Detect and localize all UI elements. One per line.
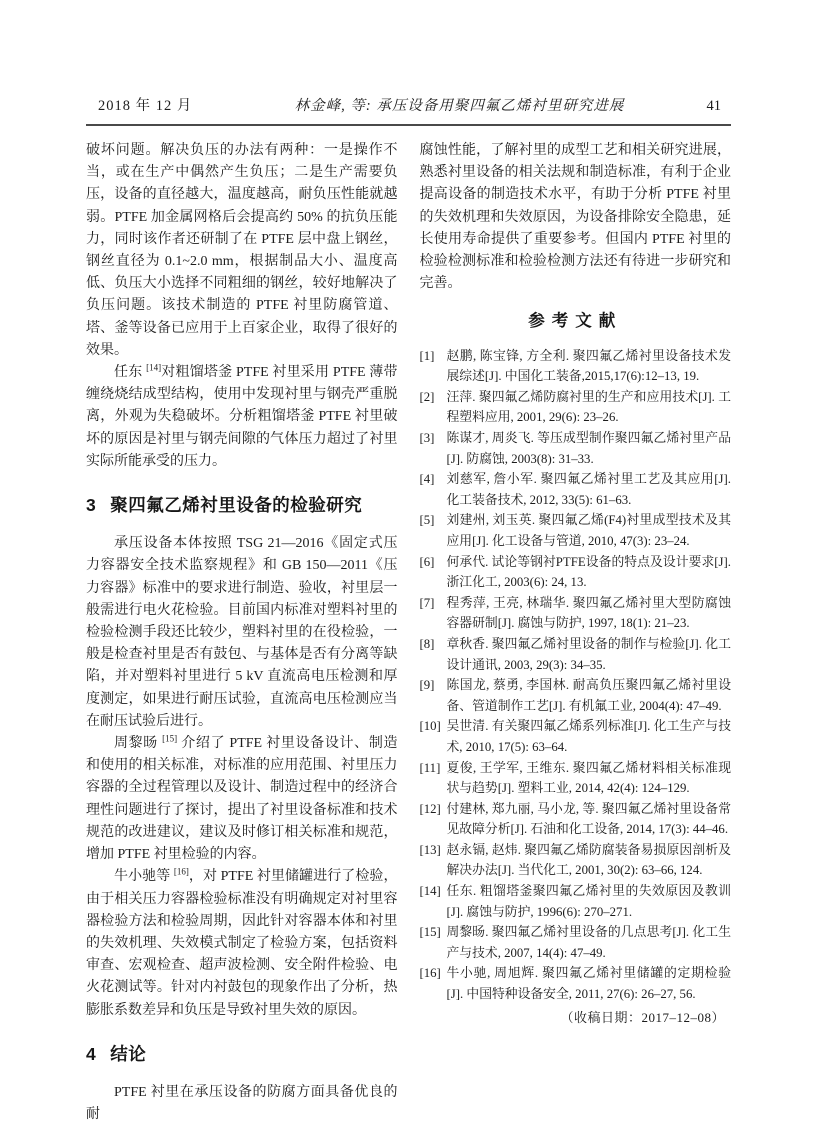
references-list <box>420 346 732 1005</box>
reference-item <box>420 799 732 840</box>
reference-item <box>420 387 732 428</box>
reference-label: [6] <box>419 554 435 569</box>
reference-item <box>420 922 732 963</box>
reference-item <box>420 881 732 922</box>
header-page-number: 41 <box>706 98 721 114</box>
reference-item <box>420 428 732 469</box>
paragraph-inspection-standards: 承压设备本体按照 TSG 21—2016《固定式压力容器安全技术监察规程》和 GB 150—2011《压力容器》标准中的要求进行制造、验收，衬里层一般需进行电火花检验。目前国内标准对塑料衬里的检验检测手段还比较少，塑料衬里的在役检验，一般是检查衬里是否有鼓包、与基体是否有分离等缺陷，并对塑料衬里进行 5 kV 直流高电压检测和厚度测定，如果进行耐压试验，直流高电压检测应当在耐压试验后进行。 <box>86 536 398 729</box>
reference-label: [10] <box>419 719 441 734</box>
reference-item <box>420 758 732 799</box>
reference-text: 刘慈军, 詹小军. 聚四氟乙烯衬里工艺及其应用[J]. 化工装备技术, 2012, 33(5): 61–63. <box>446 472 731 507</box>
reference-label: [4] <box>419 472 435 487</box>
header-running-title: 林金峰, 等: 承压设备用聚四氟乙烯衬里研究进展 <box>294 98 625 114</box>
citation-14: [14] <box>146 362 162 373</box>
reference-text: 汪萍. 聚四氟乙烯防腐衬里的生产和应用技术[J]. 工程塑料应用, 2001, 29(6): 23–26. <box>446 389 731 425</box>
reference-text: 付建林, 郑九丽, 马小龙, 等. 聚四氟乙烯衬里设备常见故障分析[J]. 石油和化工设备, 2014, 17(3): 44–46. <box>446 801 731 837</box>
reference-item <box>420 716 732 757</box>
paragraph-rendong: 任东 [14]对粗馏塔釜 PTFE 衬里采用 PTFE 薄带缠绕烧结成型结构，使用中发现衬里与钢壳严重脱离，外观为失稳破坏。分析粗馏塔釜 PTFE 衬里破坏的原因是衬里与钢壳间隙的气体压力超过了衬里实际所能承受的压力。 <box>86 362 398 469</box>
reference-text: 章秋香. 聚四氟乙烯衬里设备的制作与检验[J]. 化工设计通讯, 2003, 29(3): 34–35. <box>446 636 731 672</box>
page-header <box>86 94 731 115</box>
reference-text: 周黎旸. 聚四氟乙烯衬里设备的几点思考[J]. 化工生产与技术, 2007, 14(4): 47–49. <box>446 925 731 960</box>
reference-text: 程秀萍, 王亮, 林瑞华. 聚四氟乙烯衬里大型防腐蚀容器研制[J]. 腐蚀与防护, 1997, 18(1): 21–23. <box>446 595 731 631</box>
paragraph-conclusion-continued: 腐蚀性能，了解衬里的成型工艺和相关研究进展，熟悉衬里设备的相关法规和制造标准，有利于企业提高设备的制造技术水平，有助于分析 PTFE 衬里的失效机理和失效原因，为设备排除安全隐患，延长使用寿命提供了重要参考。但国内 PTFE 衬里的检验检测标准和检验检测方法还有待进一步研究和完善。 <box>419 143 731 292</box>
received-date: （收稿日期：2017–12–08） <box>560 1009 725 1025</box>
right-column <box>420 140 732 1126</box>
reference-label: [14] <box>419 884 441 899</box>
header-date: 2018 年 12 月 <box>98 98 193 114</box>
reference-label: [3] <box>419 431 435 445</box>
reference-label: [8] <box>419 636 435 651</box>
reference-item <box>420 552 732 593</box>
reference-label: [11] <box>419 760 441 775</box>
paragraph-negative-pressure: 破坏问题。解决负压的办法有两种：一是操作不当，或在生产中偶然产生负压；二是生产需要负压，设备的直径越大，温度越高，耐负压性能就越弱。PTFE 加金属网格后会提高约 50% 的抗负压能力，同时该作者还研制了在 PTFE 层中盘上钢丝，钢丝直径为 0.1~2.0 mm，根据制品大小、温度高低、负压大小选择不同粗细的钢丝，较好地解决了负压问题。该技术制造的 PTFE 衬里防腐管道、塔、釜等设备已应用于上百家企业，取得了很好的效果。 <box>86 143 398 358</box>
reference-text: 陈国龙, 蔡勇, 李国林. 耐高负压聚四氟乙烯衬里设备、管道制作工艺[J]. 有机氟工业, 2004(4): 47–49. <box>446 678 731 713</box>
reference-text: 任东. 粗馏塔釜聚四氟乙烯衬里的失效原因及教训[J]. 腐蚀与防护, 1996(6): 270–271. <box>446 884 731 919</box>
section-heading-4: 4 结论 <box>86 1043 147 1064</box>
reference-text: 何承代. 试论等钢衬PTFE设备的特点及设计要求[J]. 浙江化工, 2003(6): 24, 13. <box>446 554 731 590</box>
reference-text: 夏俊, 王学军, 王维东. 聚四氟乙烯材料相关标准现状与趋势[J]. 塑料工业, 2014, 42(4): 124–129. <box>446 760 731 796</box>
reference-item <box>420 963 732 1004</box>
reference-text: 赵鹏, 陈宝锋, 方全利. 聚四氟乙烯衬里设备技术发展综述[J]. 中国化工装备,2015,17(6):12–13, 19. <box>446 348 731 384</box>
reference-label: [7] <box>419 595 435 610</box>
reference-text: 牛小驰, 周旭辉. 聚四氟乙烯衬里储罐的定期检验[J]. 中国特种设备安全, 2011, 27(6): 26–27, 56. <box>446 966 731 1002</box>
reference-label: [16] <box>419 966 441 981</box>
reference-text: 吴世清. 有关聚四氟乙烯系列标准[J]. 化工生产与技术, 2010, 17(5): 63–64. <box>446 719 731 754</box>
reference-label: [15] <box>419 925 441 940</box>
left-column <box>86 140 398 1126</box>
reference-item <box>420 840 732 881</box>
section-heading-3: 3 聚四氟乙烯衬里设备的检验研究 <box>86 495 363 516</box>
reference-item <box>420 346 732 387</box>
reference-text: 陈谋才, 周炎飞. 等压成型制作聚四氟乙烯衬里产品[J]. 防腐蚀, 2003(8): 31–33. <box>446 431 731 466</box>
two-column-body <box>86 140 731 1126</box>
paragraph-niuxiaochi: 牛小驰等 [16]，对 PTFE 衬里储罐进行了检验，由于相关压力容器检验标准没有明确规定对衬里容器检验方法和检验周期，因此针对容器本体和衬里的失效机理、失效模式制定了检验方案，包括资料审查、宏观检查、超声波检测、安全附件检验、电火花测试等。针对内衬鼓包的现象作出了分析，热膨胀系数差异和负压是导致衬里失效的原因。 <box>86 866 398 1018</box>
reference-item <box>420 469 732 510</box>
reference-text: 刘建州, 刘玉英. 聚四氟乙烯(F4)衬里成型技术及其应用[J]. 化工设备与管道, 2010, 47(3): 23–24. <box>446 513 731 548</box>
citation-15: [15] <box>162 733 178 744</box>
reference-label: [9] <box>419 678 435 693</box>
paragraph-zhouliyang: 周黎旸 [15] 介绍了 PTFE 衬里设备设计、制造和使用的相关标准，对标准的应用范围、衬里压力容器的全过程管理以及设计、制造过程中的经济合理性问题进行了探讨，提出了衬里设备标准和技术规范的改进建议，建议及时修订相关标准和规范，增加 PTFE 衬里检验的内容。 <box>86 733 398 863</box>
reference-label: [1] <box>419 348 435 363</box>
reference-label: [2] <box>419 389 435 404</box>
citation-16: [16] <box>173 866 189 877</box>
reference-label: [13] <box>419 842 441 857</box>
reference-item <box>420 510 732 551</box>
paragraph-conclusion-start: PTFE 衬里在承压设备的防腐方面具备优良的耐 <box>86 1084 398 1123</box>
reference-item <box>420 675 732 716</box>
reference-label: [5] <box>419 513 435 528</box>
reference-label: [12] <box>419 801 441 816</box>
header-rule <box>86 124 731 126</box>
reference-text: 赵永镉, 赵炜. 聚四氟乙烯防腐装备易损原因剖析及解决办法[J]. 当代化工, 2001, 30(2): 63–66, 124. <box>446 842 731 878</box>
reference-item <box>420 593 732 634</box>
reference-item <box>420 634 732 675</box>
references-title: 参考文献 <box>528 312 623 331</box>
